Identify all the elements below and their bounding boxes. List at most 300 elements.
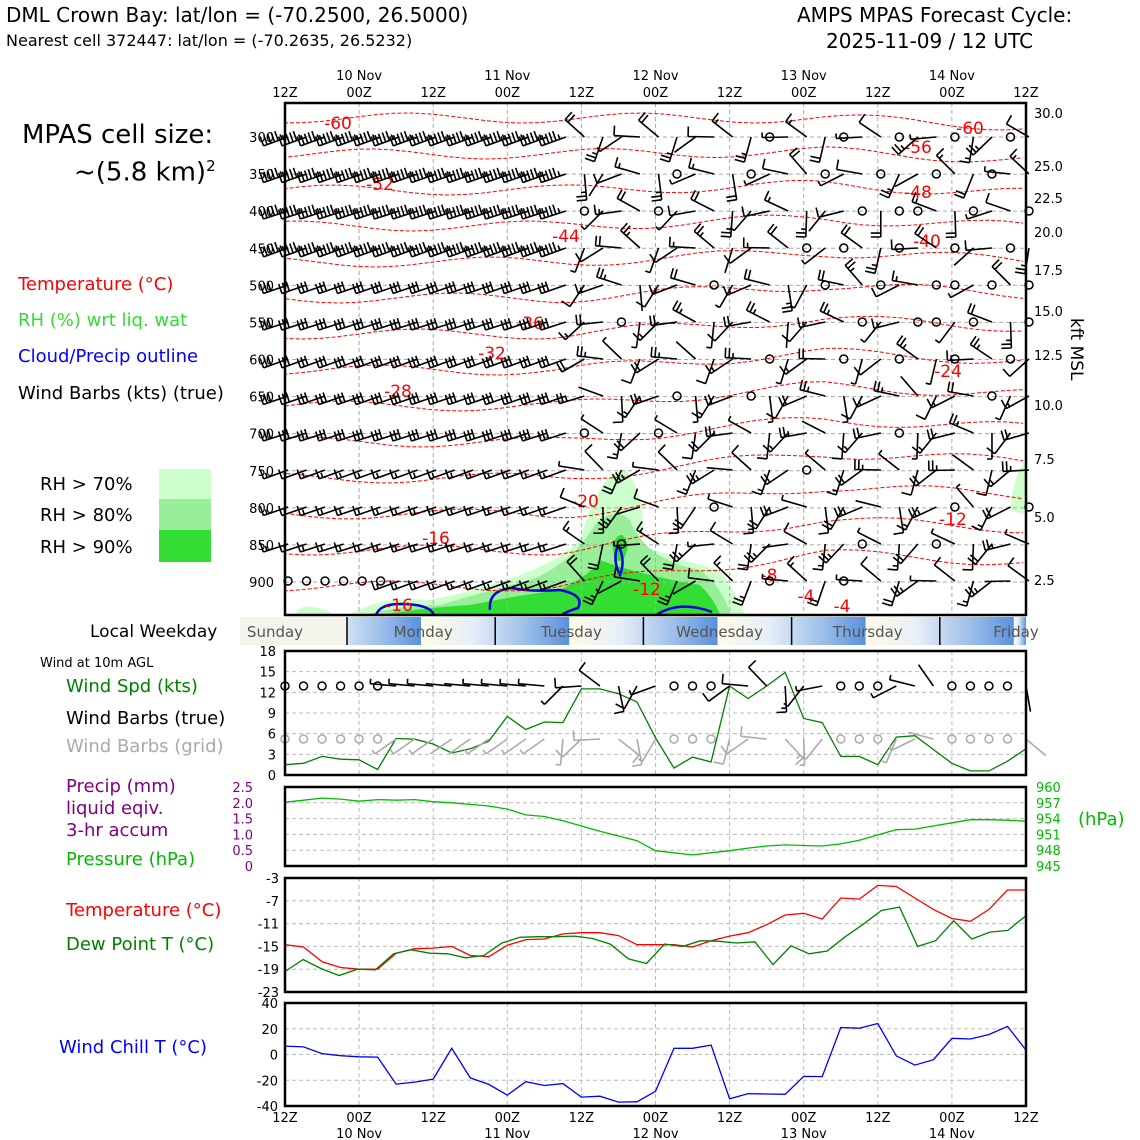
surface-barb-true xyxy=(555,678,582,688)
wind-barb xyxy=(843,396,848,423)
wind-barb xyxy=(621,359,640,383)
subtitle-left: Nearest cell 372447: lat/lon = (-70.2635, 26.5232) xyxy=(6,31,413,50)
temp-contour-label: -52 xyxy=(366,175,394,195)
wind-barb xyxy=(730,211,751,231)
wind-barb xyxy=(735,137,751,162)
surface-barb-grid xyxy=(337,735,345,743)
wind-barb xyxy=(538,543,566,553)
pressure-tick-label: 550 xyxy=(249,316,274,332)
wind-barb xyxy=(966,137,992,155)
weekday-name: Thursday xyxy=(832,623,903,641)
surface-barb-true xyxy=(985,682,993,690)
rh70-region xyxy=(1010,460,1026,515)
pressure-tick-label: 500 xyxy=(249,279,274,295)
temp-ytick: -19 xyxy=(257,963,279,979)
temp-contour-label: -60 xyxy=(324,114,352,134)
kft-tick-label: 5.0 xyxy=(1034,511,1055,526)
surface-barb-true xyxy=(318,682,326,690)
temp-contour-label: -8 xyxy=(760,566,778,586)
surface-barb-true xyxy=(749,660,767,686)
wind-barb xyxy=(816,208,844,218)
pressure-ytick: 960 xyxy=(1036,781,1061,796)
wind-barb xyxy=(682,433,696,459)
wind-barb xyxy=(799,349,825,360)
surface-barb-true xyxy=(966,682,974,690)
kft-tick-label: 10.0 xyxy=(1034,399,1063,414)
cell-size-line1: MPAS cell size: xyxy=(22,120,214,150)
wind-barb xyxy=(744,238,770,249)
pressure-ytick: 951 xyxy=(1036,828,1061,844)
pressure-ytick: 948 xyxy=(1036,844,1061,860)
wind-barb xyxy=(589,174,603,196)
wind-barb xyxy=(892,271,918,285)
precip-ytick: 2.5 xyxy=(232,781,253,796)
surface-barb-true xyxy=(614,686,624,714)
wind-barb xyxy=(895,429,903,437)
wind-barb xyxy=(743,507,753,534)
wind-barb xyxy=(603,337,622,359)
kft-tick-label: 7.5 xyxy=(1034,453,1055,468)
wind-barb xyxy=(871,211,881,237)
wind-barb xyxy=(677,470,696,494)
kft-tick-label: 25.0 xyxy=(1034,160,1063,175)
wind-barb xyxy=(710,503,718,511)
top-tick-label: 00Z xyxy=(642,86,669,101)
wind-barb xyxy=(668,206,695,216)
surface-barb-grid xyxy=(573,730,600,740)
chill-ytick: -40 xyxy=(256,1100,278,1115)
legend-rh: RH (%) wrt liq. wat xyxy=(18,310,188,331)
wind-barb xyxy=(724,316,751,327)
temp-contour-label: -12 xyxy=(633,580,661,600)
weekday-name: Tuesday xyxy=(540,623,602,641)
wind-barb xyxy=(673,301,696,322)
precip-pressure-panel xyxy=(232,781,1061,875)
wind-barb xyxy=(992,260,1010,286)
wind-barb xyxy=(671,268,696,285)
wind-barb xyxy=(879,450,900,470)
weekday-name: Friday xyxy=(993,623,1039,641)
wind-barb xyxy=(932,540,940,548)
wind-barb xyxy=(960,137,974,163)
wind-barb xyxy=(650,248,677,263)
pressure-tick-label: 650 xyxy=(249,390,274,406)
wind-barb xyxy=(894,507,904,534)
wind-barb xyxy=(688,542,714,547)
surface-barb-grid xyxy=(837,735,845,743)
surface-barb-true xyxy=(777,686,787,713)
top-tick-label: 12Z xyxy=(865,86,891,101)
temp-ytick: -23 xyxy=(257,986,279,1001)
surface-barb-true xyxy=(579,662,600,686)
legend-dewpoint: Dew Point T (°C) xyxy=(66,934,215,955)
wind-barb xyxy=(633,462,659,470)
bottom-date-label: 13 Nov xyxy=(780,1127,827,1140)
precip-ytick: 0.5 xyxy=(232,844,253,860)
wind-barb xyxy=(790,285,807,308)
surface-barb-grid xyxy=(985,735,993,743)
surface-barb-true xyxy=(689,682,697,690)
wind-barb xyxy=(303,577,311,585)
surface-barb-grid xyxy=(785,739,803,765)
top-tick-label: 12Z xyxy=(272,86,298,101)
legend-rh70: RH > 70% xyxy=(40,474,133,495)
top-tick-label: 12Z xyxy=(420,86,446,101)
wind-barb xyxy=(675,137,696,152)
wind-barb xyxy=(872,285,900,297)
wind-barb xyxy=(732,445,751,470)
pressure-tick-label: 300 xyxy=(249,131,274,146)
wind-barb xyxy=(693,396,698,422)
pressure-tick-label: 700 xyxy=(249,427,274,443)
bottom-tick-label: 12Z xyxy=(865,1111,891,1126)
bottom-tick-label: 12Z xyxy=(272,1111,298,1126)
pressure-tick-label: 600 xyxy=(249,353,274,369)
wind-barb xyxy=(970,336,992,359)
wind-barb xyxy=(931,529,955,545)
temp-contour-label: -36 xyxy=(516,314,544,334)
top-date-label: 12 Nov xyxy=(632,69,679,84)
kft-tick-label: 22.5 xyxy=(1034,192,1063,207)
wind-barb xyxy=(673,392,681,400)
wind-barb xyxy=(696,359,714,384)
pressure-tick-label: 350 xyxy=(249,168,274,184)
wind-barb xyxy=(738,544,752,570)
wind-barb xyxy=(689,158,714,174)
surface-barb-grid xyxy=(670,735,678,743)
wind-barb xyxy=(621,223,640,248)
wind-barb xyxy=(691,190,714,211)
surface-barb-grid xyxy=(741,726,767,739)
wind-barb xyxy=(957,581,973,606)
axis-right-label: kft MSL xyxy=(1066,318,1086,381)
wind-barb xyxy=(721,211,733,237)
surface-barb-grid xyxy=(707,735,715,743)
wind-ytick: 18 xyxy=(259,645,276,660)
wind-barb xyxy=(819,544,844,563)
wind-barb xyxy=(768,224,788,248)
wind-ytick: 9 xyxy=(267,707,276,722)
temp-contour-label: -60 xyxy=(956,119,984,139)
legend-wind-barbs-grid: Wind Barbs (grid) xyxy=(66,736,224,757)
wind-barb xyxy=(780,359,807,374)
wind-barb xyxy=(1001,322,1011,348)
wind-ytick: 15 xyxy=(259,665,276,681)
wind-panel-title: Wind at 10m AGL xyxy=(40,656,154,671)
surface-barb-grid xyxy=(374,735,382,743)
wind-barb xyxy=(688,127,714,138)
wind-barb xyxy=(835,470,862,485)
temp-contour-label: -16 xyxy=(422,529,450,549)
wind-barb xyxy=(882,581,899,606)
precip-ytick: 0 xyxy=(244,860,253,875)
wind-barb xyxy=(802,421,825,433)
temp-contour-label: -12 xyxy=(939,510,967,530)
wind-barb xyxy=(947,350,974,360)
wind-barb xyxy=(810,137,826,162)
wind-barb xyxy=(912,433,918,459)
wind-barb xyxy=(761,470,788,485)
wind-chill-panel xyxy=(257,997,1026,1115)
wind-barb xyxy=(910,470,937,486)
surface-barb-true xyxy=(919,665,934,686)
temp-contour-label: -56 xyxy=(904,138,932,158)
wind-barb xyxy=(655,415,677,433)
legend-wind-speed: Wind Spd (kts) xyxy=(66,676,198,697)
wind-barb xyxy=(538,356,566,368)
kft-tick-label: 2.5 xyxy=(1034,574,1055,589)
wind-barb xyxy=(836,575,862,581)
bottom-tick-label: 12Z xyxy=(420,1111,446,1126)
bottom-tick-label: 00Z xyxy=(642,1111,669,1126)
wind-barb xyxy=(893,544,918,564)
surface-barb-grid xyxy=(689,735,697,743)
wind-barb xyxy=(779,427,806,438)
upper-panel xyxy=(260,103,1033,617)
wind-barb xyxy=(786,322,788,348)
panel-frame xyxy=(285,787,1026,866)
wind-barb xyxy=(837,160,863,174)
wind-ytick: 0 xyxy=(267,769,276,784)
surface-barb-true xyxy=(722,674,748,686)
wind-barb xyxy=(576,314,603,324)
wind-barb xyxy=(617,190,640,211)
wind-barb xyxy=(607,433,621,459)
top-tick-label: 12Z xyxy=(1013,86,1039,101)
title-right-2: 2025-11-09 / 12 UTC xyxy=(826,29,1034,53)
temp-ytick: -15 xyxy=(257,940,279,956)
surface-barb-grid xyxy=(300,735,308,743)
wind-barb xyxy=(956,484,973,507)
wind-barb xyxy=(782,285,792,312)
chill-ytick: 20 xyxy=(261,1022,278,1038)
wind-barb xyxy=(613,396,623,423)
wind-barb xyxy=(856,501,881,507)
wind-barb xyxy=(687,470,714,484)
bottom-tick-label: 12Z xyxy=(568,1111,595,1126)
surface-barb-grid xyxy=(882,739,897,763)
chill-ytick: 0 xyxy=(269,1048,278,1064)
wind-barb xyxy=(855,460,881,471)
surface-barb-true xyxy=(541,686,563,704)
wind-barb xyxy=(614,126,640,137)
surface-barb-grid xyxy=(855,735,863,743)
bottom-tick-label: 00Z xyxy=(790,1111,817,1126)
top-tick-label: 00Z xyxy=(346,86,372,101)
bottom-date-label: 10 Nov xyxy=(336,1127,383,1140)
precip-ytick: 2.0 xyxy=(232,796,253,812)
surface-barb-true xyxy=(1003,682,1011,690)
wind-ytick: 6 xyxy=(267,727,276,743)
kft-tick-label: 20.0 xyxy=(1034,226,1063,241)
wind-barb xyxy=(538,205,566,219)
bottom-tick-label: 12Z xyxy=(1013,1111,1039,1126)
wind-barb xyxy=(929,460,955,470)
wind-barb xyxy=(854,359,881,375)
surface-barb-grid xyxy=(318,735,326,743)
title-right-1: AMPS MPAS Forecast Cycle: xyxy=(797,3,1073,27)
wind-barb xyxy=(752,470,770,495)
surface-barb-grid xyxy=(618,739,638,763)
wind-barb xyxy=(845,259,862,285)
wind-barb xyxy=(596,236,622,248)
wind-barb xyxy=(577,346,603,359)
bottom-tick-label: 00Z xyxy=(346,1111,372,1126)
temp-contour-label: -16 xyxy=(385,596,413,616)
surface-barb-grid xyxy=(721,739,748,754)
wind-barb xyxy=(891,581,918,596)
wind-barb xyxy=(651,174,661,201)
pressure-tick-label: 400 xyxy=(249,205,274,221)
bottom-tick-label: 12Z xyxy=(716,1111,743,1126)
wind-barb xyxy=(673,507,696,529)
cell-size-value: ~(5.8 km) xyxy=(74,157,207,188)
wind-barb xyxy=(985,581,1011,582)
temp-contour-label: -48 xyxy=(904,183,932,203)
surface-barb-true xyxy=(703,686,730,701)
wind-barb xyxy=(585,444,603,470)
pressure-ytick: 957 xyxy=(1036,796,1061,812)
wind-barb xyxy=(965,581,992,597)
bottom-date-label: 14 Nov xyxy=(928,1127,975,1140)
legend-windchill: Wind Chill T (°C) xyxy=(59,1037,207,1058)
wind-barb xyxy=(983,507,1011,519)
wind-ytick: 3 xyxy=(267,748,276,764)
kft-tick-label: 17.5 xyxy=(1034,264,1063,279)
wind-barb xyxy=(706,359,733,374)
kft-tick-label: 15.0 xyxy=(1034,305,1063,320)
bottom-tick-label: 00Z xyxy=(939,1111,965,1126)
wind-barb xyxy=(865,248,881,273)
wind-barb xyxy=(640,285,642,311)
wind-barb xyxy=(782,495,807,507)
pressure-tick-label: 800 xyxy=(249,501,274,517)
surface-barb-true xyxy=(855,682,863,690)
surface-barb-grid xyxy=(966,735,974,743)
wind-barb xyxy=(984,470,1010,487)
legend-precip-1: Precip (mm) xyxy=(66,776,176,797)
weekday-name: Wednesday xyxy=(676,623,764,641)
surface-barb-grid xyxy=(1003,735,1011,743)
bottom-date-label: 11 Nov xyxy=(484,1127,531,1140)
legend-temperature: Temperature (°C) xyxy=(18,274,174,295)
chill-ytick: 40 xyxy=(261,997,278,1012)
top-tick-label: 12Z xyxy=(716,86,743,101)
wind-barb xyxy=(725,348,751,359)
wind-barb xyxy=(965,240,992,250)
wind-barb xyxy=(538,131,566,146)
wind-barb xyxy=(670,237,696,248)
wind-barb xyxy=(851,359,863,384)
legend-wind-barbs-true: Wind Barbs (true) xyxy=(66,708,226,729)
temp-contour-label: -4 xyxy=(833,597,851,617)
top-date-label: 10 Nov xyxy=(336,69,383,84)
title-left: DML Crown Bay: lat/lon = (-70.2500, 26.5000) xyxy=(6,3,469,27)
legend-barbs: Wind Barbs (kts) (true) xyxy=(18,383,224,404)
wind-barb xyxy=(597,268,622,286)
pressure-tick-label: 750 xyxy=(249,464,274,480)
temp-ytick: -11 xyxy=(257,917,279,933)
wind-barb xyxy=(576,248,603,262)
wind-barb xyxy=(988,392,996,400)
wind-barb xyxy=(726,174,737,201)
surface-barb-true xyxy=(796,686,823,691)
wind-barb xyxy=(858,540,866,548)
weekday-name: Sunday xyxy=(246,623,304,641)
top-tick-label: 00Z xyxy=(790,86,817,101)
top-tick-label: 00Z xyxy=(939,86,965,101)
wind-barb xyxy=(946,211,956,237)
surface-barb-true xyxy=(670,682,678,690)
legend-temp2: Temperature (°C) xyxy=(66,900,222,921)
wind-ytick: 12 xyxy=(259,686,276,702)
temp-ytick: -7 xyxy=(266,894,279,910)
wind-barb xyxy=(901,376,918,396)
bottom-tick-label: 00Z xyxy=(494,1111,521,1126)
wind-barb xyxy=(954,174,973,198)
wind-barb xyxy=(819,507,829,534)
legend-cloud: Cloud/Precip outline xyxy=(18,346,199,367)
wind-barb xyxy=(538,168,566,183)
wind-panel xyxy=(259,645,1045,784)
bottom-date-label: 12 Nov xyxy=(632,1127,679,1140)
surface-barb-true xyxy=(629,686,655,695)
surface-barb-true xyxy=(707,682,715,690)
pressure-ytick: 945 xyxy=(1036,860,1061,875)
top-date-label: 13 Nov xyxy=(780,69,827,84)
wind-barb xyxy=(796,211,807,237)
wind-barb xyxy=(651,347,677,359)
wind-barb xyxy=(694,224,714,248)
wind-barb xyxy=(744,269,769,285)
temp-contour-label: -20 xyxy=(571,492,599,512)
top-tick-label: 00Z xyxy=(494,86,521,101)
temp-contour-label: -32 xyxy=(478,344,506,364)
chill-ytick: -20 xyxy=(256,1074,278,1090)
legend-pressure: Pressure (hPa) xyxy=(66,849,196,870)
wind-barb xyxy=(840,577,848,585)
kft-tick-label: 12.5 xyxy=(1034,349,1063,364)
wind-barb xyxy=(853,396,881,407)
wind-barb xyxy=(594,205,621,215)
wind-barb xyxy=(707,468,733,470)
weekday-bar xyxy=(240,617,1039,645)
wind-barb xyxy=(747,392,755,400)
wind-barb xyxy=(658,445,677,470)
precip-ytick: 1.0 xyxy=(232,828,253,844)
wind-barb xyxy=(615,157,640,174)
wind-barb xyxy=(952,455,973,470)
legend-rh80: RH > 80% xyxy=(40,505,133,526)
wind-barb xyxy=(776,359,788,384)
wind-barb xyxy=(763,159,788,174)
wind-barb xyxy=(910,576,936,582)
wind-barb xyxy=(321,577,329,585)
surface-barb-true xyxy=(374,682,382,690)
precip-ytick: 1.5 xyxy=(232,812,253,828)
temp-contour-label: -28 xyxy=(384,382,412,402)
wind-barb xyxy=(340,577,348,585)
cell-size-sup: 2 xyxy=(206,157,216,175)
surface-barb-true xyxy=(890,675,915,686)
top-date-label: 14 Nov xyxy=(928,69,975,84)
surface-barb-true xyxy=(837,682,845,690)
surface-barb-true xyxy=(300,682,308,690)
pressure-tick-label: 850 xyxy=(249,538,274,554)
wind-barb xyxy=(579,387,603,396)
wind-barb xyxy=(765,191,789,211)
top-date-label: 11 Nov xyxy=(484,69,531,84)
